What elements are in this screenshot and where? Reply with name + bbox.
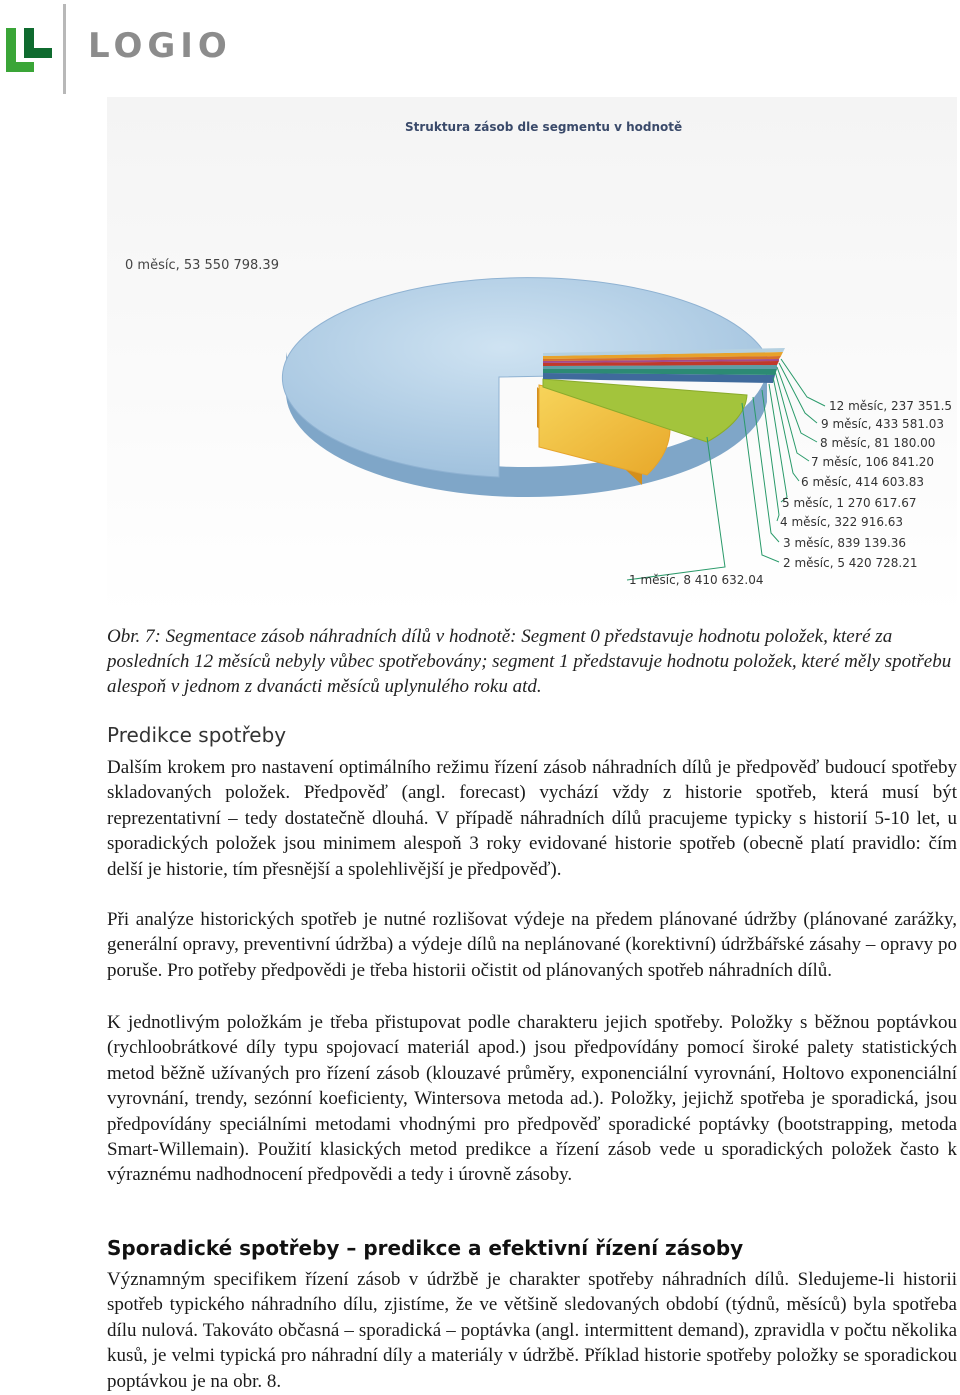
pie-chart-svg [107, 97, 957, 617]
paragraph: Významným specifikem řízení zásob v údržbě je charakter spotřeby náhradních dílů. Sledujeme-li historii spotřeb typického náhradního dílu, zjistíme, že ve většině sledovaných období (týdnů, měsíců) byla spotřeba dílu nulová. Takováto občasná – sporadická – poptávka (angl. intermittent demand), zpravidla v počtu několika kusů, je velmi typická pro náhradní díly a materiály v údržbě. Příklad historie spotřeby položky se sporadickou poptávkou je na obr. 8. [107, 1269, 957, 1392]
logio-logo [0, 0, 230, 100]
pie-label-5: 5 měsíc, 1 270 617.67 [782, 496, 917, 510]
pie-label-7: 7 měsíc, 106 841.20 [811, 455, 935, 469]
logio-logo-mark [0, 0, 90, 100]
figure-caption: Obr. 7: Segmentace zásob náhradních dílů v hodnotě: Segment 0 představuje hodnotu položek, které za posledních 12 měsíců nebyly vůbec spotřebovány; segment 1 představuje hodnotu položek, které měly spotřebu alespoň v jednom z dvanácti měsíců uplynulého roku atd. [107, 626, 952, 697]
pie-label-0: 0 měsíc, 53 550 798.39 [125, 258, 279, 273]
pie-label-8: 8 měsíc, 81 180.00 [820, 436, 936, 450]
paragraph: K jednotlivým položkám je třeba přistupovat podle charakteru jejich spotřeby. Položky s běžnou poptávkou (rychloobrátkové díly typu spojovací materiál apod.) jsou předpovídány pomocí široké palety statistických metod běžně užívaných pro řízení zásob (klouzavé průměry, exponenciální vyrovnání, Holtovo exponenciální vyrovnání, trendy, sezónní koeficienty, Wintersova metoda ad.). Položky, jejichž spotřeba je sporadická, jsou předpovídány speciálními metodami vhodnými pro předpověď sporadické poptávky (bootstrapping, metoda Smart-Willemain). Použití klasických metod predikce a řízení zásob vede u sporadických položek často k výraznému nadhodnocení předpovědi a tedy i úrovně zásoby. [107, 1012, 957, 1186]
pie-chart [107, 97, 957, 617]
section-heading-prediction: Predikce spotřeby [107, 723, 287, 747]
pie-label-9: 9 měsíc, 433 581.03 [821, 417, 945, 431]
pie-label-2: 2 měsíc, 5 420 728.21 [783, 556, 918, 570]
chart-title: Struktura zásob dle segmentu v hodnotě [405, 120, 683, 134]
section-heading-sporadic: Sporadické spotřeby – predikce a efektivní řízení zásoby [107, 1236, 744, 1260]
paragraph: Dalším krokem pro nastavení optimálního režimu řízení zásob náhradních dílů je předpověď budoucí spotřeby skladovaných položek. Předpověď (angl. forecast) vychází vždy z historie spotřeb, která musí být reprezentativní – tedy dostatečně dlouhá. V případě náhradních dílů pracujeme typicky s historií 5-10 let, u sporadických položek jsou minimem alespoň 3 roky evidované historie spotřeb (obecně platí pravidlo: čím delší je historie, tím přesnější a spolehlivější je předpověď). [107, 757, 957, 880]
pie-label-4: 4 měsíc, 322 916.63 [780, 515, 904, 529]
pie-label-12: 12 měsíc, 237 351.5 [829, 399, 953, 413]
pie-label-1: 1 měsíc, 8 410 632.04 [629, 573, 764, 587]
pie-label-6: 6 měsíc, 414 603.83 [801, 475, 925, 489]
paragraph: Při analýze historických spotřeb je nutné rozlišovat výdeje na předem plánované údržby (plánované zarážky, generální opravy, preventivní údržba) a výdeje dílů na neplánované (korektivní) údržbářské zásahy – opravy po poruše. Pro potřeby předpovědi je třeba historii očistit od plánovaných spotřeb náhradních dílů. [107, 909, 957, 981]
logo-wordmark: LOGIO [88, 26, 232, 66]
pie-label-3: 3 měsíc, 839 139.36 [783, 536, 907, 550]
